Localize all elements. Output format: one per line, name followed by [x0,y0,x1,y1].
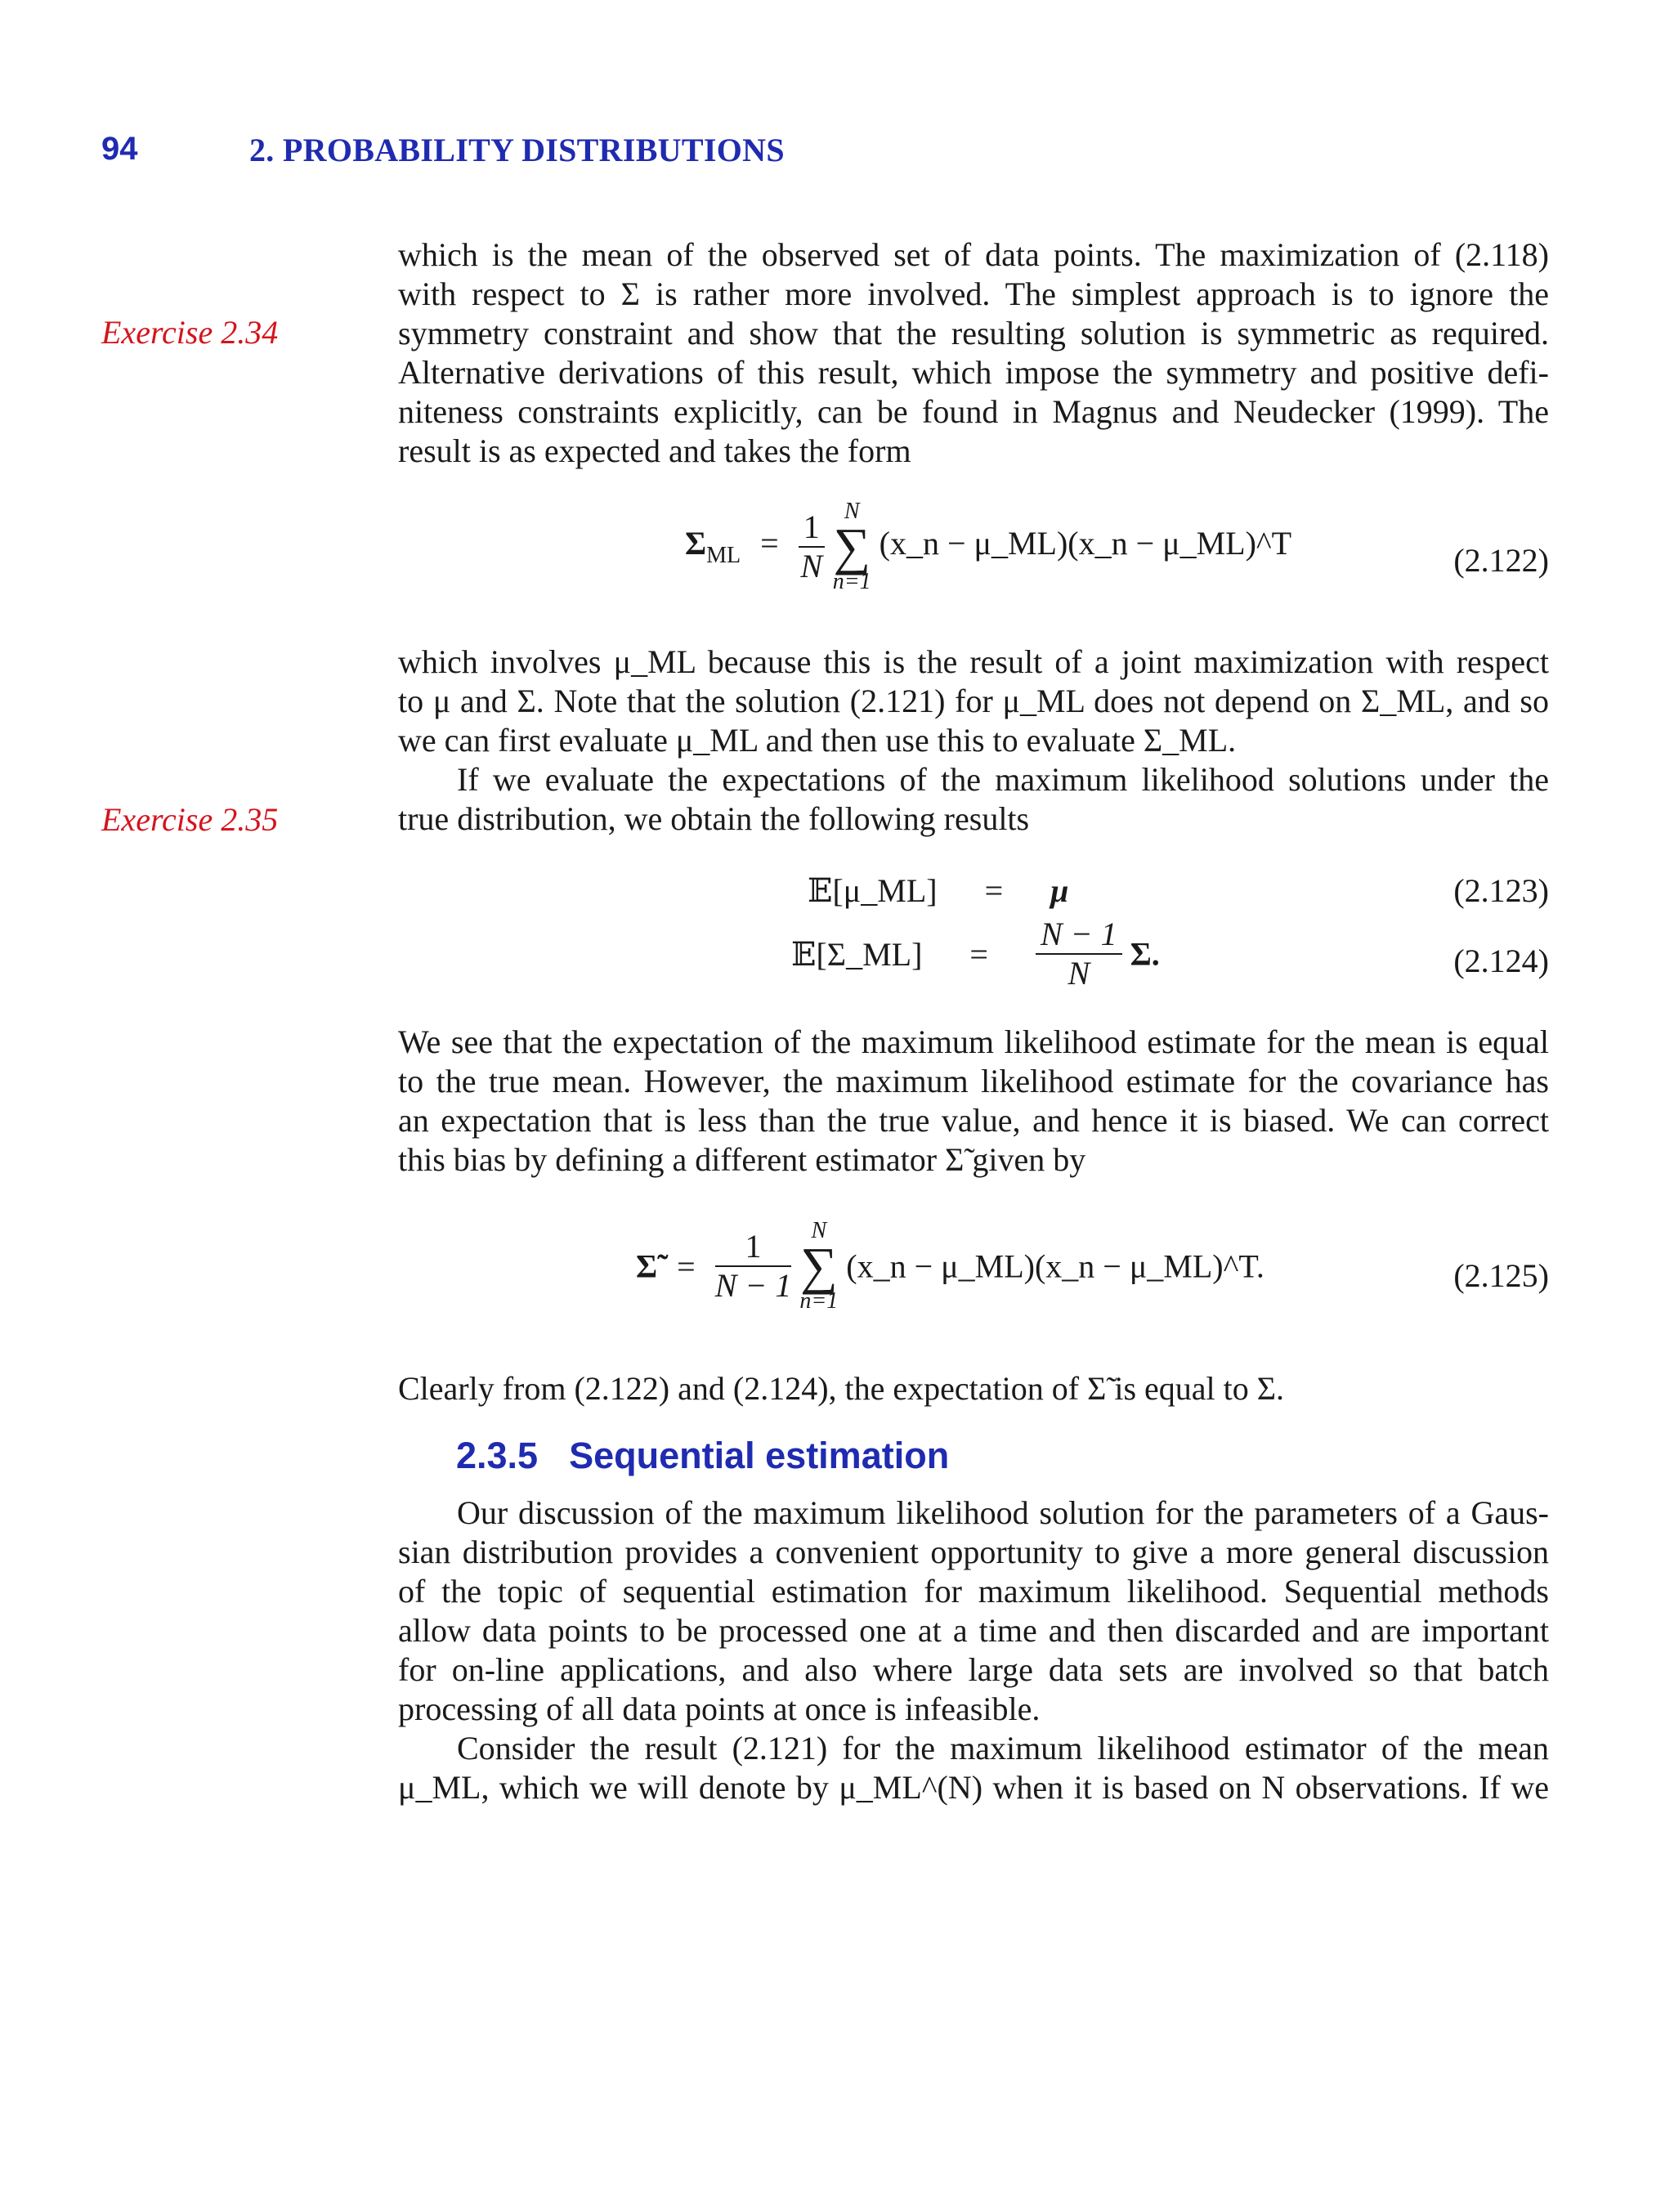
summation-sign: N ∑ n=1 [832,499,871,594]
eq-lhs-subscript: ML [706,543,741,569]
equation-number-2-122: (2.122) [1453,542,1549,579]
text-line: We see that the expectation of the maximum likelihood estimate for the mean is equal [398,1023,1549,1060]
eq-rhs-tail: Σ. [1130,935,1160,973]
paragraph-5 [398,1369,1549,1408]
text-line: we can first evaluate μ_ML and then use this to evaluate Σ_ML. [398,722,1237,759]
text-line: to the true mean. However, the maximum likelihood estimate for the covariance has [398,1063,1549,1099]
text-line: If we evaluate the expectations of the maximum likelihood solutions under the [457,761,1549,798]
section-title: Sequential estimation [569,1435,950,1476]
text-line: an expectation that is less than the true value, and hence it is biased. We can correct [398,1102,1549,1139]
equation-2-122: $\Sigma_{ML}$ = $\frac{1}{N}$ N ∑ n=1 (x_n − μ_ML)(x_n − μ_ML)^T [685,499,1292,594]
text-line: Our discussion of the maximum likelihood solution for the parameters of a Gaus- [457,1494,1549,1531]
eq-lhs: 𝔼[Σ_ML] [791,935,923,973]
frac-denominator: N [1068,955,1090,992]
text-line: result is as expected and takes the form [398,432,911,469]
eq-fraction [715,1228,792,1305]
frac-denominator: N − 1 [714,1267,792,1304]
sum-lower-limit: n=1 [799,1288,839,1314]
paragraph-6 [398,1493,1549,1729]
equation-2-125: Σ̃ = $\frac{1}{N - 1}$ N ∑ n=1 (x_n − μ_ML)(x_n − μ_ML)^T. [636,1218,1264,1314]
equation-2-123: 𝔼[μ_ML] = μ [808,872,1069,909]
paragraph-4 [398,1023,1549,1180]
sum-upper-limit: N [844,499,860,524]
paragraph-3 [398,760,1549,839]
text-line: for on-line applications, and also where large data sets are involved so that batch [398,1651,1549,1688]
text-line: which is the mean of the observed set of data points. The maximization of (2.118) [398,236,1549,273]
eq-lhs: 𝔼[μ_ML] [808,872,938,909]
text-line: Alternative derivations of this result, which impose the symmetry and positive defi- [398,354,1549,391]
sum-lower-limit: n=1 [832,569,871,594]
text-line: with respect to Σ is rather more involved. The simplest approach is to ignore the [398,275,1549,312]
text-line: Consider the result (2.121) for the maximum likelihood estimator of the mean [457,1730,1549,1766]
summation-sign: N ∑ n=1 [799,1218,839,1314]
margin-note-exercise-2-35[interactable]: Exercise 2.35 [101,801,279,838]
text-line: Clearly from (2.122) and (2.124), the expectation of Σ̃ is equal to Σ. [398,1370,1285,1407]
text-line: processing of all data points at once is infeasible. [398,1690,1041,1727]
text-line: true distribution, we obtain the following results [398,800,1030,837]
eq-body: (x_n − μ_ML)(x_n − μ_ML)^T [879,525,1292,562]
eq-fraction [1036,916,1122,992]
equation-number-2-123: (2.123) [1453,872,1549,909]
text-line: μ_ML, which we will denote by μ_ML^(N) when it is based on N observations. If we [398,1769,1549,1806]
equation-number-2-125: (2.125) [1453,1257,1549,1294]
frac-numerator: N − 1 [1036,916,1122,955]
frac-denominator: N [800,548,823,584]
text-line: allow data points to be processed one at a time and then discarded and are important [398,1612,1549,1649]
frac-numerator: 1 [799,508,825,548]
eq-body: (x_n − μ_ML)(x_n − μ_ML)^T. [846,1247,1264,1285]
equation-number-2-124: (2.124) [1453,943,1549,979]
text-line: to μ and Σ. Note that the solution (2.121) for μ_ML does not depend on Σ_ML, and so [398,683,1549,719]
eq-lhs: Σ̃ [636,1247,658,1285]
text-line: symmetry constraint and show that the resulting solution is symmetric as required. [398,315,1549,352]
sum-upper-limit: N [811,1218,827,1243]
frac-numerator: 1 [715,1228,792,1267]
margin-note-exercise-2-34[interactable]: Exercise 2.34 [101,314,279,351]
equation-2-124: 𝔼[Σ_ML] = $\frac{N - 1}{N}$ Σ. [791,916,1160,992]
eq-rhs: μ [1050,872,1069,909]
text-line: which involves μ_ML because this is the result of a joint maximization with respect [398,643,1549,680]
text-line: sian distribution provides a convenient opportunity to give a more general discussion [398,1534,1549,1570]
eq-fraction [799,508,825,585]
section-heading [456,1435,949,1477]
page-number: 94 [101,131,138,167]
paragraph-7 [398,1729,1549,1807]
section-number: 2.3.5 [456,1435,539,1476]
chapter-title: 2. PROBABILITY DISTRIBUTIONS [249,132,785,168]
paragraph-2 [398,643,1549,760]
text-line: niteness constraints explicitly, can be found in Magnus and Neudecker (1999). The [398,393,1549,430]
paragraph-1 [398,235,1549,471]
eq-lhs-symbol: Σ [685,525,707,562]
text-line: of the topic of sequential estimation for maximum likelihood. Sequential methods [398,1573,1549,1610]
text-line: this bias by defining a different estimator Σ̃ given by [398,1141,1086,1178]
